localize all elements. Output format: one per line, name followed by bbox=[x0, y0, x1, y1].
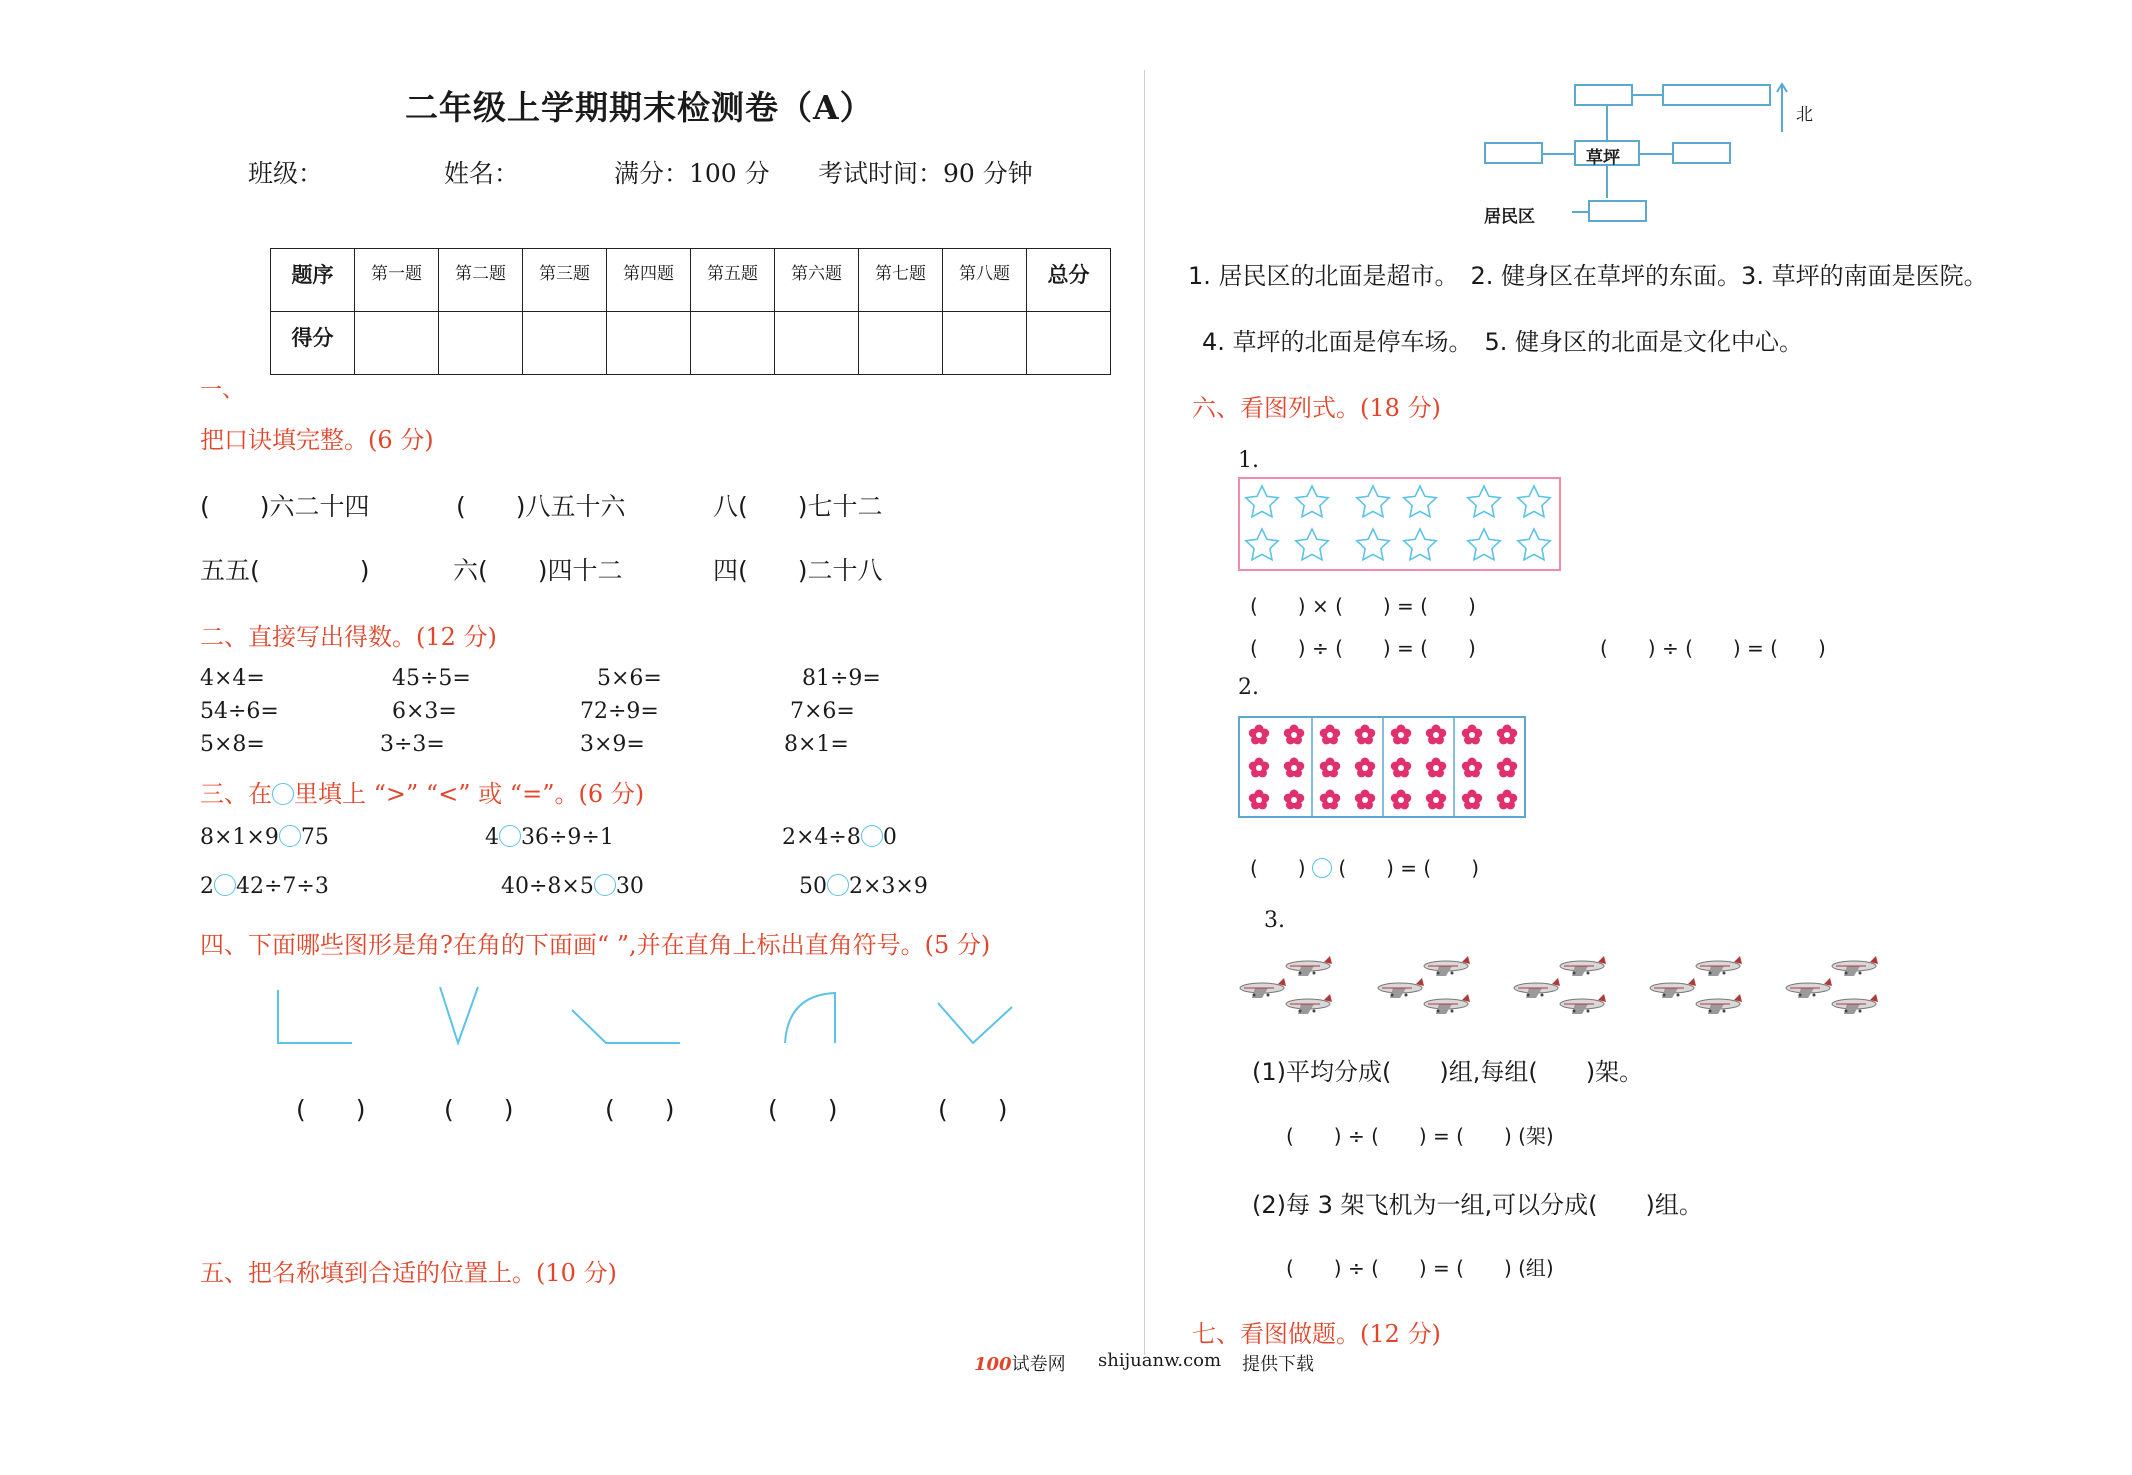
answer-circle[interactable] bbox=[214, 874, 236, 896]
table-cell-empty bbox=[355, 312, 439, 375]
s3-item bbox=[200, 825, 329, 850]
s3-item bbox=[799, 874, 928, 899]
map-box-empty[interactable] bbox=[1574, 84, 1633, 106]
column-divider bbox=[1144, 70, 1145, 1355]
s2-item: 81÷9= bbox=[802, 666, 881, 691]
s1-item-4: 五五( ) bbox=[200, 556, 370, 585]
section-3-title-b: 里填上 “>” “<” 或 “=”。(6 分) bbox=[294, 780, 645, 808]
s3-left: 2 bbox=[200, 874, 214, 899]
table-cell-empty bbox=[607, 312, 691, 375]
shape-v-angle bbox=[440, 987, 478, 1043]
north-arrow-icon bbox=[1775, 82, 1789, 134]
s2-item: 5×6= bbox=[597, 666, 662, 691]
s6-q1-eq-div-1[interactable]: ( ) ÷ ( ) = ( ) bbox=[1250, 636, 1476, 660]
s3-item bbox=[501, 874, 644, 899]
answer-circle[interactable] bbox=[594, 874, 616, 896]
table-cell-col-1: 第一题 bbox=[355, 249, 439, 312]
s1-item-5: 六( )四十二 bbox=[453, 556, 623, 585]
map-connector bbox=[1606, 104, 1608, 142]
star-group-icon bbox=[1240, 479, 1559, 569]
section-4-title: 四、下面哪些图形是角?在角的下面画“ ”,并在直角上标出直角符号。(5 分) bbox=[200, 931, 991, 959]
s4-blank[interactable]: ( ) bbox=[768, 1095, 838, 1124]
s3-right: 75 bbox=[300, 825, 329, 850]
shape-obtuse-angle bbox=[572, 1010, 680, 1043]
s5-clues-line-1: 1. 居民区的北面是超市。 2. 健身区在草坪的东面。3. 草坪的南面是医院。 bbox=[1188, 262, 1988, 290]
name-label: 姓名： bbox=[444, 159, 520, 188]
map-connector bbox=[1632, 94, 1662, 96]
s2-item: 7×6= bbox=[790, 699, 855, 724]
flower-group-icon bbox=[1240, 718, 1524, 816]
s6-q1-eq-div-2[interactable]: ( ) ÷ ( ) = ( ) bbox=[1600, 636, 1826, 660]
s3-item bbox=[782, 825, 897, 850]
s2-item: 3×9= bbox=[580, 732, 645, 757]
footer-note: 提供下载 bbox=[1242, 1354, 1314, 1375]
s2-item: 4×4= bbox=[200, 666, 265, 691]
section-3-title-a: 三、在 bbox=[200, 780, 272, 808]
s1-item-1: ( )六二十四 bbox=[200, 492, 370, 521]
s6-q2-blank-b: ( ) = ( ) bbox=[1338, 856, 1480, 880]
s6-q3-part1: (1)平均分成( )组,每组( )架。 bbox=[1252, 1058, 1644, 1086]
s4-blank[interactable]: ( ) bbox=[605, 1095, 675, 1124]
s6-q1-number: 1. bbox=[1238, 448, 1259, 473]
section-6-title: 六、看图列式。(18 分) bbox=[1192, 394, 1441, 422]
table-cell-empty bbox=[775, 312, 859, 375]
section-3-title bbox=[200, 774, 644, 809]
section-5-title: 五、把名称填到合适的位置上。(10 分) bbox=[200, 1259, 617, 1287]
footer-logo-text: 试卷网 bbox=[1011, 1354, 1066, 1375]
answer-circle[interactable] bbox=[279, 825, 301, 847]
s1-item-6: 四( )二十八 bbox=[713, 556, 883, 585]
flower-box bbox=[1238, 716, 1526, 818]
s6-q2-blank-a: ( ) bbox=[1250, 856, 1306, 880]
table-cell-col-8: 第八题 bbox=[943, 249, 1027, 312]
s2-item: 6×3= bbox=[392, 699, 457, 724]
s6-q3-part2-eq[interactable]: ( ) ÷ ( ) = ( ) (组) bbox=[1286, 1256, 1554, 1280]
table-cell-total: 总分 bbox=[1027, 249, 1111, 312]
table-cell-score-header: 得分 bbox=[271, 312, 355, 375]
s3-right: 36÷9÷1 bbox=[521, 825, 614, 850]
s3-left: 40÷8×5 bbox=[501, 874, 594, 899]
table-cell-col-2: 第二题 bbox=[439, 249, 523, 312]
compare-circle-icon bbox=[272, 783, 294, 805]
footer-logo bbox=[974, 1350, 1066, 1376]
table-cell-empty bbox=[439, 312, 523, 375]
s3-right: 0 bbox=[882, 825, 897, 850]
airplanes-illustration bbox=[1238, 948, 1898, 1020]
map-connector bbox=[1640, 153, 1672, 155]
map-connector bbox=[1542, 153, 1574, 155]
s3-left: 8×1×9 bbox=[200, 825, 279, 850]
table-cell-empty bbox=[523, 312, 607, 375]
s2-item: 45÷5= bbox=[392, 666, 471, 691]
s4-blank[interactable]: ( ) bbox=[296, 1095, 366, 1124]
exam-time-label: 考试时间：90 分钟 bbox=[818, 159, 1033, 188]
answer-circle[interactable] bbox=[827, 874, 849, 896]
s3-right: 2×3×9 bbox=[849, 874, 928, 899]
operator-circle[interactable] bbox=[1312, 858, 1332, 878]
table-cell-col-3: 第三题 bbox=[523, 249, 607, 312]
table-cell-col-4: 第四题 bbox=[607, 249, 691, 312]
s3-right: 42÷7÷3 bbox=[236, 874, 329, 899]
s3-item bbox=[485, 825, 614, 850]
s2-item: 54÷6= bbox=[200, 699, 279, 724]
star-box bbox=[1238, 477, 1561, 571]
s6-q1-eq-mul[interactable]: ( ) × ( ) = ( ) bbox=[1250, 594, 1476, 618]
map-connector bbox=[1606, 166, 1608, 198]
s3-left: 2×4÷8 bbox=[782, 825, 861, 850]
s2-item: 5×8= bbox=[200, 732, 265, 757]
section-2-title: 二、直接写出得数。(12 分) bbox=[200, 623, 497, 651]
page-title: 二年级上学期期末检测卷（A） bbox=[405, 88, 874, 127]
table-cell-col-5: 第五题 bbox=[691, 249, 775, 312]
table-cell-col-6: 第六题 bbox=[775, 249, 859, 312]
answer-circle[interactable] bbox=[499, 825, 521, 847]
shape-right-angle bbox=[278, 990, 352, 1043]
s6-q3-number: 3. bbox=[1264, 908, 1285, 933]
s5-clues-line-2: 4. 草坪的北面是停车场。 5. 健身区的北面是文化中心。 bbox=[1202, 328, 1804, 356]
table-cell-col-7: 第七题 bbox=[859, 249, 943, 312]
answer-circle[interactable] bbox=[861, 825, 883, 847]
table-cell-empty bbox=[1027, 312, 1111, 375]
s6-q2-number: 2. bbox=[1238, 675, 1259, 700]
s4-blank[interactable]: ( ) bbox=[938, 1095, 1008, 1124]
score-table-score-row bbox=[271, 312, 1111, 375]
score-table-header-row bbox=[271, 249, 1111, 312]
map-center-label: 草坪 bbox=[1586, 148, 1620, 168]
s3-left: 50 bbox=[799, 874, 827, 899]
shape-open-angle bbox=[938, 1003, 1012, 1043]
footer-logo-number: 100 bbox=[974, 1354, 1012, 1375]
angle-shapes bbox=[260, 975, 1030, 1055]
s3-left: 4 bbox=[485, 825, 499, 850]
s4-blank[interactable]: ( ) bbox=[444, 1095, 514, 1124]
footer-site[interactable]: shijuanw.com bbox=[1098, 1350, 1222, 1371]
class-label: 班级： bbox=[248, 159, 324, 188]
section-7-title: 七、看图做题。(12 分) bbox=[1192, 1320, 1441, 1348]
map-north-label: 北 bbox=[1796, 105, 1813, 125]
s6-q3-part1-eq[interactable]: ( ) ÷ ( ) = ( ) (架) bbox=[1286, 1124, 1554, 1148]
map-box-empty[interactable] bbox=[1662, 84, 1771, 106]
s3-item bbox=[200, 874, 329, 899]
s2-item: 8×1= bbox=[784, 732, 849, 757]
s3-right: 30 bbox=[615, 874, 644, 899]
table-cell-empty bbox=[943, 312, 1027, 375]
s1-item-2: ( )八五十六 bbox=[456, 492, 626, 521]
full-score-label: 满分：100 分 bbox=[614, 159, 770, 188]
shape-arc bbox=[785, 993, 835, 1043]
s6-q2-eq[interactable] bbox=[1250, 852, 1479, 881]
map-connector bbox=[1572, 211, 1588, 213]
map-resident-label: 居民区 bbox=[1484, 207, 1535, 227]
s2-item: 72÷9= bbox=[580, 699, 659, 724]
s6-q3-part2: (2)每 3 架飞机为一组,可以分成( )组。 bbox=[1252, 1191, 1703, 1219]
table-cell-empty bbox=[691, 312, 775, 375]
map-box-empty[interactable] bbox=[1588, 200, 1647, 222]
score-table bbox=[270, 248, 1111, 375]
map-box-empty[interactable] bbox=[1672, 142, 1731, 164]
s1-item-3: 八( )七十二 bbox=[713, 492, 883, 521]
table-cell-header: 题序 bbox=[271, 249, 355, 312]
s2-item: 3÷3= bbox=[380, 732, 445, 757]
map-box-empty[interactable] bbox=[1484, 142, 1543, 164]
table-cell-empty bbox=[859, 312, 943, 375]
section-1-title: 把口诀填完整。(6 分) bbox=[200, 426, 434, 454]
section-1-number: 一、 bbox=[200, 378, 245, 403]
